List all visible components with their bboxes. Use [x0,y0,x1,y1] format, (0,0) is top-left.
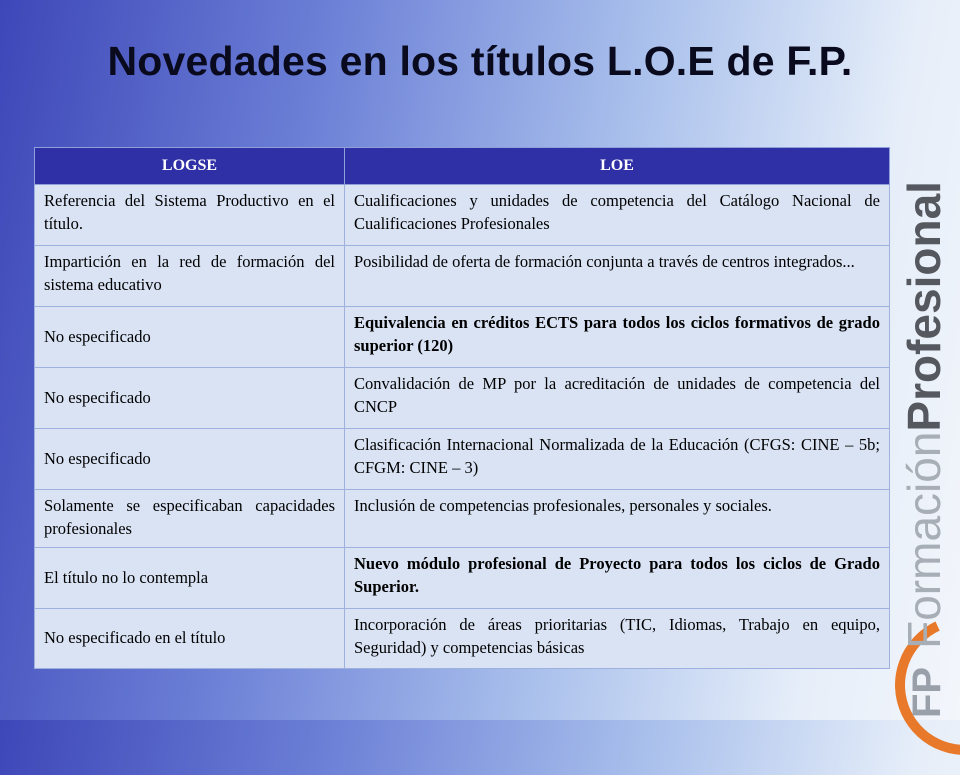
table-row [35,307,890,368]
table-row [35,490,890,548]
loe-cell: Incorporación de áreas prioritarias (TIC, Idiomas, Trabajo en equipo, Seguridad) y competencias básicas [345,609,890,669]
table-row [35,429,890,490]
logse-cell: No especificado en el título [35,609,345,669]
loe-cell: Cualificaciones y unidades de competencia del Catálogo Nacional de Cualificaciones Profesionales [345,185,890,246]
header-loe: LOE [345,148,890,185]
loe-cell: Equivalencia en créditos ECTS para todos los ciclos formativos de grado superior (120) [345,307,890,368]
brand-logo [892,0,956,720]
loe-cell: Posibilidad de oferta de formación conjunta a través de centros integrados... [345,246,890,307]
logse-cell: Solamente se especificaban capacidades profesionales [35,490,345,548]
slide-title: Novedades en los títulos L.O.E de F.P. [107,38,853,84]
table-row [35,368,890,429]
loe-cell: Inclusión de competencias profesionales, personales y sociales. [345,490,890,548]
logse-cell: Referencia del Sistema Productivo en el título. [35,185,345,246]
table-header-row [35,148,890,185]
logse-cell: No especificado [35,368,345,429]
header-logse: LOGSE [35,148,345,185]
brand-profesional: Profesional [898,181,950,432]
brand-formacion: Formación [898,431,950,649]
brand-fp: FP [905,666,949,718]
table-row [35,246,890,307]
logse-cell: No especificado [35,429,345,490]
loe-cell: Nuevo módulo profesional de Proyecto para todos los ciclos de Grado Superior. [345,548,890,609]
loe-cell: Convalidación de MP por la acreditación de unidades de competencia del CNCP [345,368,890,429]
logse-cell: El título no lo contempla [35,548,345,609]
comparison-table [34,147,890,669]
table-row [35,548,890,609]
table-row [35,185,890,246]
table-row [35,609,890,669]
logse-cell: Impartición en la red de formación del sistema educativo [35,246,345,307]
loe-cell: Clasificación Internacional Normalizada de la Educación (CFGS: CINE – 5b; CFGM: CINE – 3) [345,429,890,490]
logse-cell: No especificado [35,307,345,368]
